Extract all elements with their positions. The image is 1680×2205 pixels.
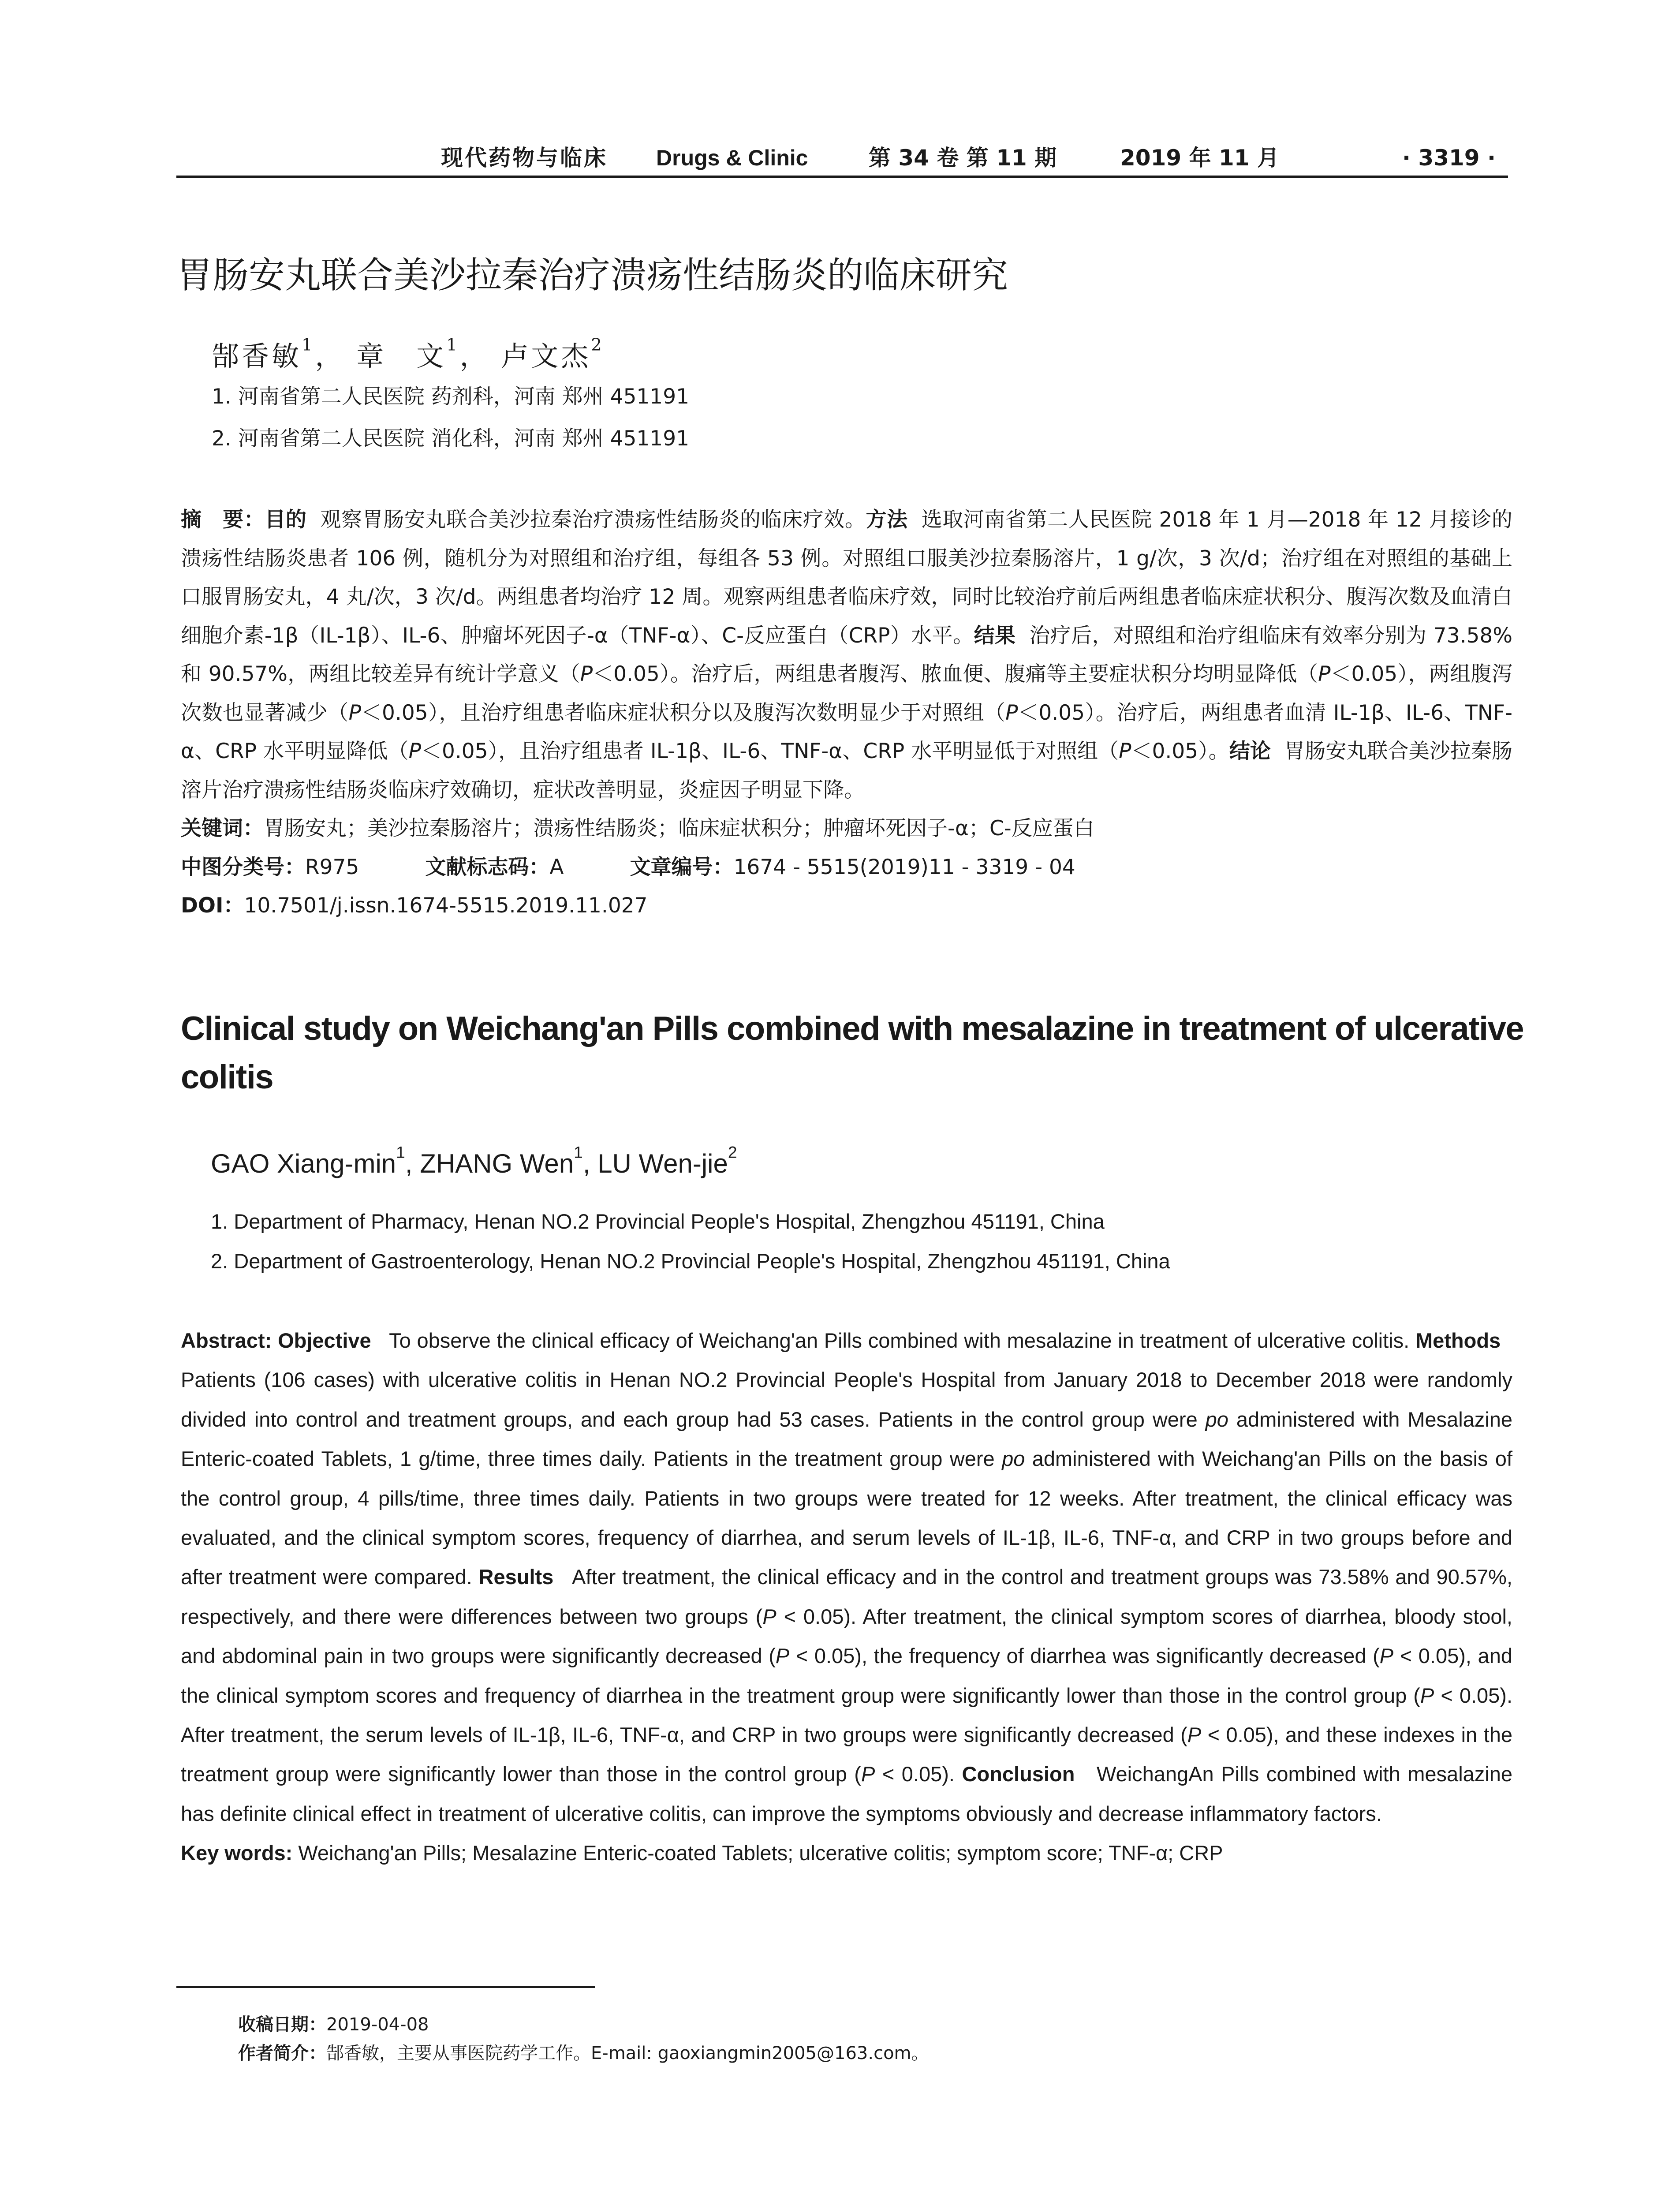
- methods-text: 选取河南省第二人民医院 2018 年 1 月—2018 年 12 月接诊的溃疡性结肠炎患者 106 例，随机分为对照组和治疗组，每组各 53 例。对照组口服美沙拉秦肠溶片，1 g/次，3 次/d；治疗组在对照组的基础上口服胃肠安丸，4 丸/次，3 次/d。两组患者均治疗 12 周。观察两组患者临床疗效，同时比较治疗前后两组患者临床症状积分、腹泻次数及血清白细胞介素-1β（IL-1β）、IL-6、肿瘤坏死因子-α（TNF-α）、C-反应蛋白（CRP）水平。: [181, 508, 1513, 648]
- objective-text: 观察胃肠安丸联合美沙拉秦治疗溃疡性结肠炎的临床疗效。: [320, 508, 866, 532]
- doc-code-value: A: [549, 855, 564, 879]
- affiliation-en: 1. Department of Pharmacy, Henan NO.2 Provincial People's Hospital, Zhengzhou 451191, China: [211, 1210, 1105, 1233]
- p-value-symbol: P: [1119, 739, 1131, 763]
- results-text: < 0.05). After treatment, the clinical symptom scores of diarrhea, bloody stool, and abdominal pain in two groups were significantly decreased (: [181, 1604, 1512, 1668]
- received-label: 收稿日期：: [238, 2014, 326, 2035]
- article-title-en: Clinical study on Weichang'an Pills combined with mesalazine in treatment of ulcerative colitis: [181, 1010, 1524, 1096]
- p-value-symbol: P: [580, 662, 593, 686]
- doi-value: 10.7501/j.issn.1674-5515.2019.11.027: [244, 893, 648, 918]
- abstract-en: [181, 1321, 1512, 1873]
- objective-label: 目的: [265, 508, 307, 532]
- clc-value: R975: [305, 855, 359, 879]
- issue-date: 2019 年 11 月: [1120, 145, 1279, 171]
- classification-line: [181, 848, 1512, 887]
- methods-text: administered with Weichang'an Pills on the basis of the control group, 4 pills/time, three times daily. Patients in two groups were treated for 12 weeks. After treatment, the clinical efficacy was evaluated, and the clinical symptom scores, frequency of diarrhea, and serum levels of IL-1β, IL-6, TNF-α, and CRP in two groups before and after treatment were compared.: [181, 1447, 1513, 1589]
- author-name: 章 文: [356, 340, 447, 372]
- doi-label: DOI：: [181, 893, 244, 918]
- p-value-symbol: P: [861, 1762, 875, 1786]
- received-value: 2019-04-08: [326, 2014, 429, 2035]
- methods-text: Patients (106 cases) with ulcerative colitis in Henan NO.2 Provincial People's Hospital from January 2018 to December 2018 were randomly divided into control and treatment groups, and each group had 53 cases. Patients in the control group were: [181, 1368, 1512, 1431]
- author-affiliation-mark: 1: [446, 335, 460, 355]
- author-name: GAO Xiang-min: [211, 1149, 396, 1178]
- footnote-divider: [176, 1986, 595, 1988]
- results-text: < 0.05), and these indexes in the treatment group were significantly lower than those in the control group (: [181, 1723, 1512, 1786]
- abstract-en-body: [181, 1321, 1512, 1833]
- author-bio-label: 作者简介：: [238, 2043, 326, 2063]
- article-no-value: 1674 - 5515(2019)11 - 3319 - 04: [733, 855, 1075, 879]
- p-value-symbol: P: [1379, 1644, 1394, 1668]
- results-text: ＜0.05）。治疗后，两组患者腹泻、脓血便、腹痛等主要症状积分均明显降低（: [593, 662, 1318, 686]
- po-abbreviation: po: [1002, 1447, 1025, 1471]
- abstract-zh: [181, 501, 1512, 925]
- results-text: After treatment, the clinical efficacy and in the control and treatment groups was 73.58% and 90.57%, respectively, and there were differences between two groups (: [181, 1565, 1512, 1628]
- results-text: < 0.05), the frequency of diarrhea was significantly decreased (: [789, 1644, 1380, 1668]
- article-title-zh: 胃肠安丸联合美沙拉秦治疗溃疡性结肠炎的临床研究: [176, 254, 1008, 296]
- keywords-text: Weichang'an Pills; Mesalazine Enteric-coated Tablets; ulcerative colitis; symptom score; TNF-α; CRP: [298, 1841, 1223, 1865]
- author-affiliation-mark: 1: [396, 1143, 405, 1162]
- p-value-symbol: P: [775, 1644, 790, 1668]
- keywords-label: Key words:: [181, 1841, 293, 1865]
- keywords-en: [181, 1833, 1512, 1872]
- conclusion-text: 胃肠安丸联合美沙拉秦肠溶片治疗溃疡性结肠炎临床疗效确切，症状改善明显，炎症因子明显下降。: [181, 739, 1513, 802]
- doi-line: [181, 886, 1512, 925]
- abstract-label: Abstract:: [181, 1329, 272, 1352]
- running-header: [176, 140, 1508, 178]
- abstract-label: 摘 要：: [181, 508, 265, 532]
- author-name: 卢文杰: [501, 340, 591, 372]
- volume-issue: 第 34 卷 第 11 期: [869, 145, 1057, 171]
- author-name: 郜香敏: [212, 340, 302, 372]
- p-value-symbol: P: [1318, 662, 1331, 686]
- author-bio-text: 郜香敏，主要从事医院药学工作。E-mail: gaoxiangmin2005@163.com。: [326, 2043, 929, 2063]
- results-text: ＜0.05），且治疗组患者临床症状积分以及腹泻次数明显少于对照组（: [361, 700, 1006, 725]
- results-text: ＜0.05）。: [1131, 739, 1229, 763]
- results-label: Results: [478, 1565, 554, 1589]
- objective-text: To observe the clinical efficacy of Weichang'an Pills combined with mesalazine in treatment of ulcerative colitis.: [389, 1329, 1410, 1352]
- keywords-text: 胃肠安丸；美沙拉秦肠溶片；溃疡性结肠炎；临床症状积分；肿瘤坏死因子-α；C-反应蛋白: [264, 816, 1094, 841]
- methods-label: Methods: [1415, 1329, 1501, 1352]
- results-text: < 0.05). After treatment, the serum levels of IL-1β, IL-6, TNF-α, and CRP in two groups were significantly decreased (: [181, 1683, 1513, 1747]
- keywords-zh: [181, 809, 1512, 848]
- author-name: ZHANG Wen: [420, 1149, 574, 1178]
- author-list-en: GAO Xiang-$\min^1$, ZHANG Wen$^1$, LU Wen-jie$^2$: [211, 1143, 737, 1178]
- doc-code-label: 文献标志码：: [425, 855, 550, 879]
- results-label: 结果: [974, 623, 1016, 648]
- journal-name-en: Drugs & Clinic: [656, 146, 808, 170]
- results-text: 治疗后，对照组和治疗组临床有效率分别为 73.58%和 90.57%，两组比较差异有统计学意义（: [181, 623, 1512, 686]
- author-bio: [238, 2040, 929, 2067]
- p-value-symbol: P: [348, 700, 362, 725]
- author-list-zh: 郜香敏$^1$， 章 文$^1$， 卢文杰$^2$: [212, 335, 605, 372]
- p-value-symbol: P: [1187, 1723, 1202, 1747]
- results-text: < 0.05), and the clinical symptom scores and frequency of diarrhea in the treatment group were significantly lower than those in the control group (: [181, 1644, 1512, 1707]
- author-name: LU Wen-jie: [597, 1149, 728, 1178]
- keywords-label: 关键词：: [181, 816, 264, 841]
- received-date: [238, 2011, 429, 2038]
- results-text: ＜0.05），且治疗组患者 IL-1β、IL-6、TNF-α、CRP 水平明显低于对照组（: [421, 739, 1119, 763]
- methods-label: 方法: [866, 508, 908, 532]
- conclusion-label: Conclusion: [962, 1762, 1075, 1786]
- author-affiliation-mark: 1: [302, 335, 315, 355]
- affiliation-zh: 2. 河南省第二人民医院 消化科，河南 郑州 451191: [212, 426, 690, 451]
- author-affiliation-mark: 2: [728, 1143, 737, 1162]
- p-value-symbol: P: [408, 739, 421, 763]
- objective-label: Objective: [278, 1329, 371, 1352]
- page-number: · 3319 ·: [1402, 145, 1496, 171]
- results-text: ＜0.05），两组腹泻次数也显著减少（: [181, 662, 1512, 725]
- po-abbreviation: po: [1205, 1407, 1228, 1431]
- p-value-symbol: P: [1420, 1683, 1434, 1707]
- affiliation-zh: 1. 河南省第二人民医院 药剂科，河南 郑州 451191: [212, 385, 690, 409]
- abstract-zh-body: [181, 501, 1512, 809]
- author-affiliation-mark: 1: [574, 1143, 583, 1162]
- p-value-symbol: P: [762, 1604, 777, 1628]
- clc-label: 中图分类号：: [181, 855, 305, 879]
- journal-name-zh: 现代药物与临床: [441, 145, 608, 171]
- conclusion-text: WeichangAn Pills combined with mesalazine has definite clinical effect in treatment of ulcerative colitis, can improve the symptoms obviously and decrease inflammatory factors.: [181, 1762, 1512, 1825]
- conclusion-label: 结论: [1229, 739, 1271, 763]
- article-no-label: 文章编号：: [630, 855, 734, 879]
- author-affiliation-mark: 2: [591, 335, 605, 355]
- affiliation-en: 2. Department of Gastroenterology, Henan NO.2 Provincial People's Hospital, Zhengzhou 451191, China: [211, 1249, 1170, 1273]
- p-value-symbol: P: [1005, 700, 1018, 725]
- results-text: < 0.05).: [875, 1762, 955, 1786]
- results-text: ＜0.05）。治疗后，两组患者血清 IL-1β、IL-6、TNF-α、CRP 水平明显降低（: [181, 700, 1513, 763]
- methods-text: administered with Mesalazine Enteric-coated Tablets, 1 g/time, three times daily. Patients in the treatment group were: [181, 1407, 1512, 1471]
